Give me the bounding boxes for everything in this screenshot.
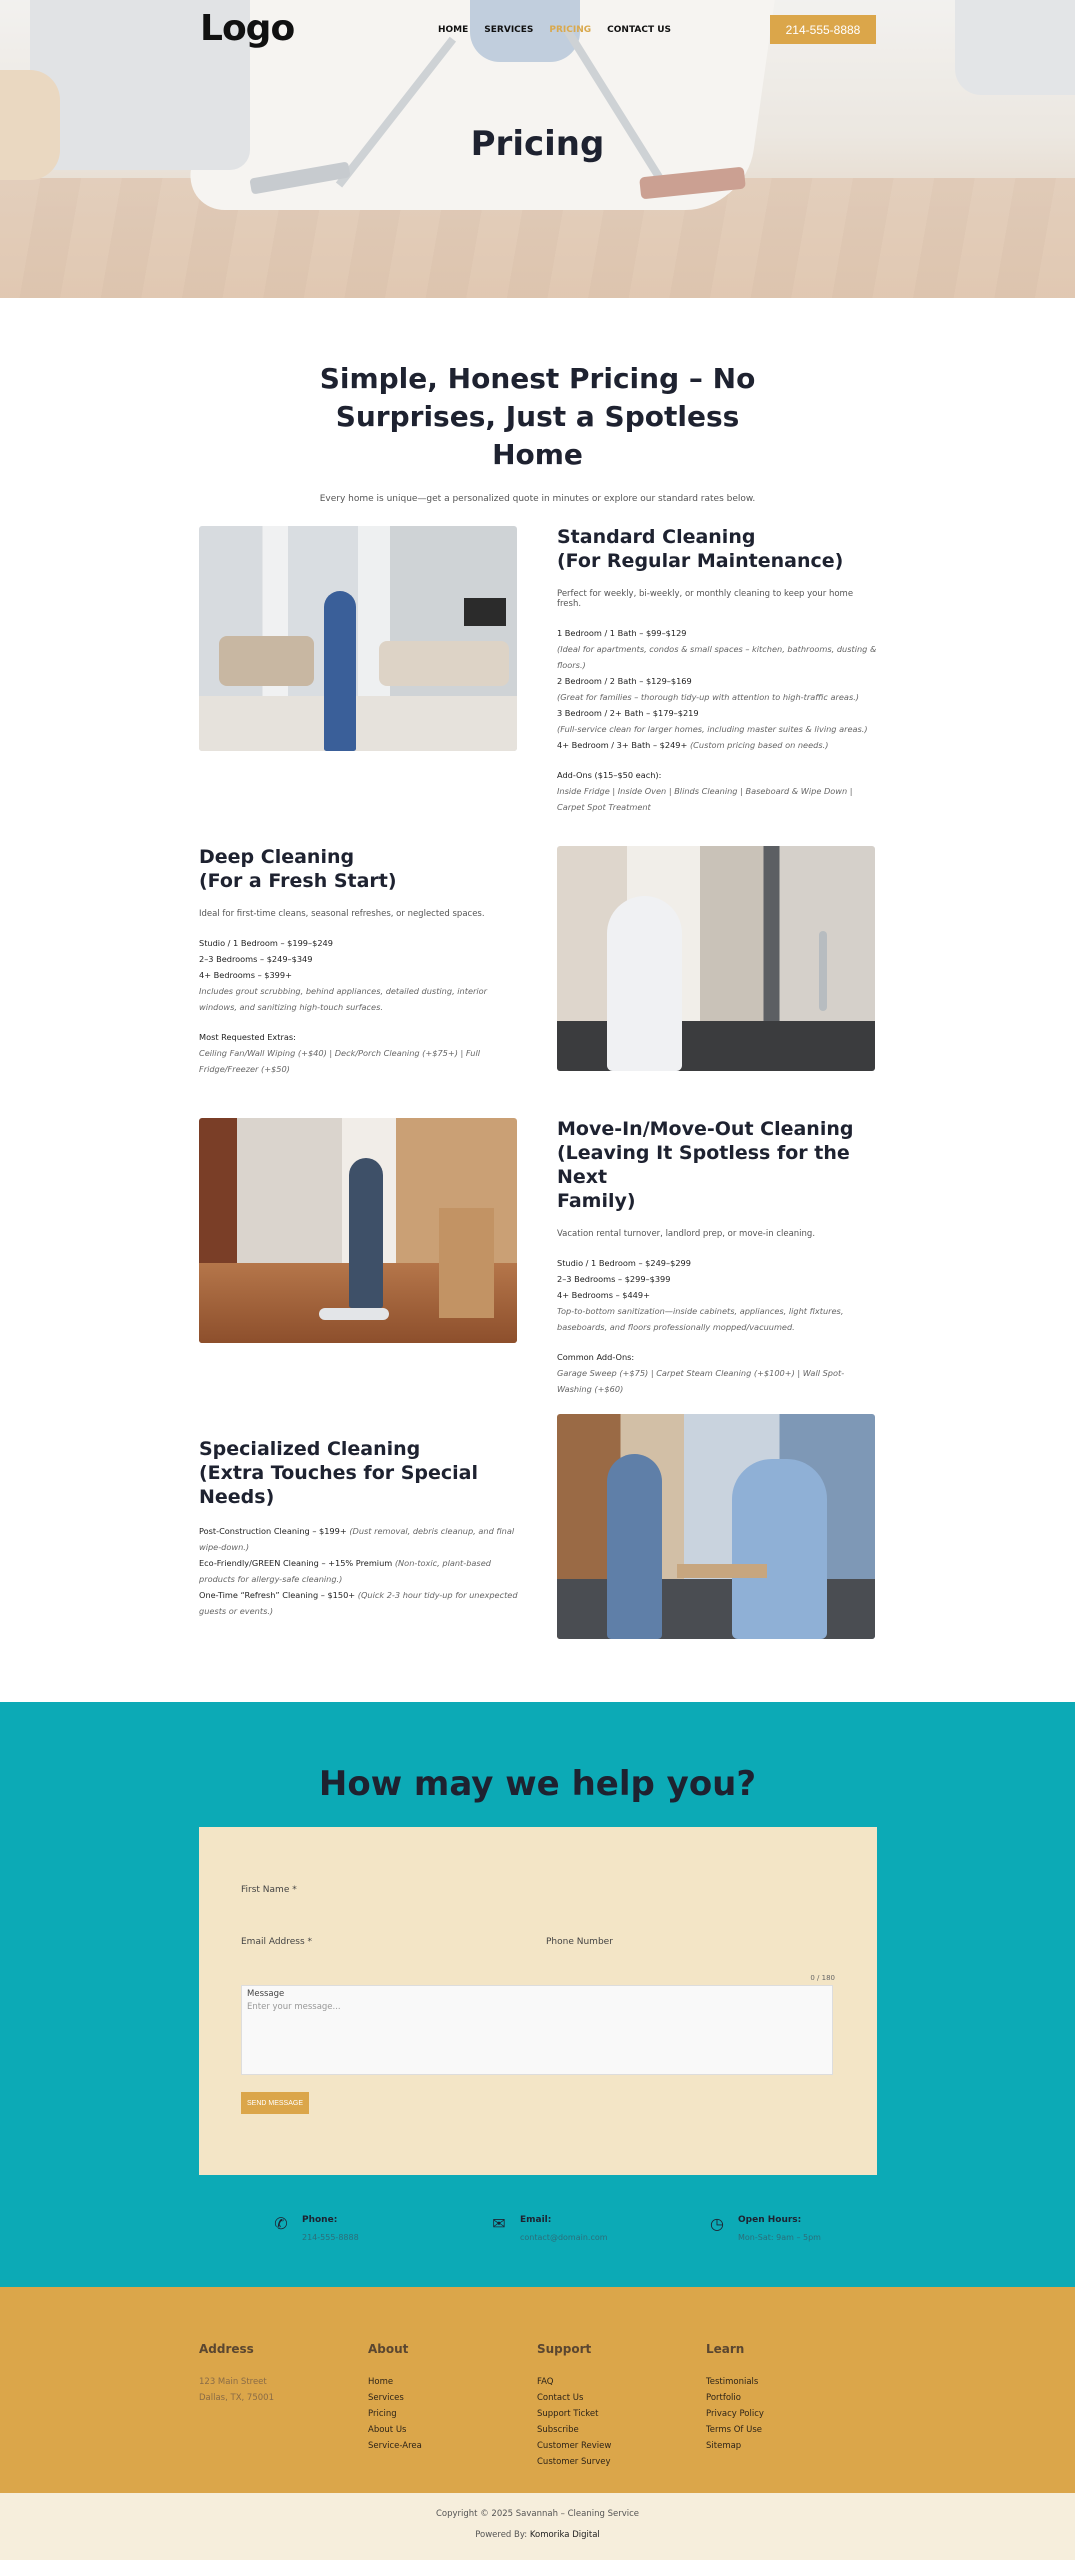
standard-lead: Perfect for weekly, bi-weekly, or monthly cleaning to keep your home fresh. — [557, 589, 854, 609]
message-textarea[interactable] — [241, 1985, 833, 2075]
footer-link-privacy-policy[interactable]: Privacy Policy — [706, 2409, 764, 2419]
price-line: 4+ Bedrooms – $399+ — [199, 970, 292, 980]
powered-by-label: Powered By: — [475, 2530, 528, 2540]
cleaner-figure — [732, 1459, 827, 1639]
page-title: Pricing — [470, 124, 605, 164]
footer-link-terms-of-use[interactable]: Terms Of Use — [706, 2425, 762, 2435]
contact-form — [199, 1827, 877, 2175]
price-line: 4+ Bedrooms – $449+ — [557, 1290, 650, 1300]
price-line: 3 Bedroom / 2+ Bath – $179–$219 — [557, 708, 699, 718]
special-cleaning-image — [557, 1414, 875, 1639]
contact-info-hours — [708, 2215, 821, 2242]
intro-heading: Simple, Honest Pricing – No Surprises, Just a Spotless Home — [319, 362, 756, 471]
extras-list: Ceiling Fan/Wall Wiping (+$40) | Deck/Porch Cleaning (+$75+) | Full Fridge/Freezer (+$50) — [199, 1048, 480, 1074]
price-note: (Full-service clean for larger homes, including master suites & living areas.) — [557, 724, 868, 734]
move-cleaning-text — [557, 1117, 877, 1397]
price-note: (Custom pricing based on needs.) — [689, 740, 829, 750]
price-line: 2–3 Bedrooms – $249–$349 — [199, 954, 313, 964]
move-title: Move-In/Move-Out Cleaning — [557, 1118, 854, 1140]
info-label: Phone: — [302, 2215, 338, 2225]
price-line: Eco-Friendly/GREEN Cleaning – +15% Premium — [199, 1558, 393, 1568]
nav-home[interactable]: HOME — [438, 25, 469, 35]
footer-link-portfolio[interactable]: Portfolio — [706, 2393, 741, 2403]
price-line: 2 Bedroom / 2 Bath – $129–$169 — [557, 676, 692, 686]
clock-icon: ◷ — [710, 2214, 724, 2233]
price-line: Studio / 1 Bedroom – $249–$299 — [557, 1258, 691, 1268]
standard-title: Standard Cleaning — [557, 526, 756, 548]
footer-link-support-ticket[interactable]: Support Ticket — [537, 2409, 599, 2419]
copyright-text: Copyright © 2025 Savannah – Cleaning Service — [435, 2509, 640, 2519]
copyright-bar — [0, 2493, 1075, 2560]
footer-link-service-area[interactable]: Service-Area — [368, 2441, 422, 2451]
first-name-field[interactable]: First Name * — [241, 1885, 297, 1895]
nav-contact-us[interactable]: CONTACT US — [607, 25, 672, 35]
standard-subtitle: (For Regular Maintenance) — [557, 550, 844, 572]
phone-field[interactable]: Phone Number — [546, 1937, 613, 1947]
deep-title: Deep Cleaning — [199, 846, 355, 868]
standard-cleaning-image — [199, 526, 517, 751]
addons-list: Inside Fridge | Inside Oven | Blinds Cleaning | Baseboard & Wipe Down | Carpet Spot Treatment — [557, 786, 853, 812]
footer-link-services[interactable]: Services — [368, 2393, 404, 2403]
intro-section — [0, 298, 1075, 504]
logo[interactable]: Logo — [200, 8, 295, 49]
cleaner-figure — [324, 591, 356, 751]
price-note: (Dust removal, debris cleanup, and final wipe-down.) — [199, 1526, 515, 1552]
price-line: 4+ Bedroom / 3+ Bath – $249+ — [557, 740, 688, 750]
special-cleaning-text — [199, 1437, 519, 1619]
footer-link-faq[interactable]: FAQ — [537, 2377, 554, 2387]
powered-by — [0, 2530, 1075, 2540]
footer-link-pricing[interactable]: Pricing — [368, 2409, 397, 2419]
phone-button[interactable]: 214-555-8888 — [770, 15, 876, 44]
deep-cleaning-text — [199, 845, 519, 1077]
footer-link-customer-review[interactable]: Customer Review — [537, 2441, 612, 2451]
move-subtitle: (Leaving It Spotless for the Next — [557, 1142, 850, 1188]
address-line: Dallas, TX, 75001 — [199, 2393, 274, 2403]
footer-heading: Learn — [706, 2342, 745, 2356]
price-line: Post-Construction Cleaning – $199+ — [199, 1526, 347, 1536]
footer — [0, 2287, 1075, 2493]
info-value[interactable]: contact@domain.com — [520, 2233, 608, 2242]
info-label: Open Hours: — [738, 2215, 802, 2225]
special-subtitle-2: Needs) — [199, 1486, 275, 1508]
cleaner-figure — [607, 1454, 662, 1639]
info-value: Mon-Sat: 9am – 5pm — [738, 2233, 821, 2242]
hero-section — [0, 0, 1075, 298]
special-title: Specialized Cleaning — [199, 1438, 421, 1460]
footer-link-testimonials[interactable]: Testimonials — [706, 2377, 759, 2387]
main-menu — [438, 25, 671, 35]
price-note: (Non-toxic, plant-based products for allergy-safe cleaning.) — [199, 1558, 491, 1584]
deep-note: Includes grout scrubbing, behind appliances, detailed dusting, interior windows, and sanitizing high-touch surfaces. — [199, 986, 487, 1012]
special-subtitle: (Extra Touches for Special — [199, 1462, 479, 1484]
price-line: Studio / 1 Bedroom – $199–$249 — [199, 938, 333, 948]
footer-heading: About — [368, 2342, 409, 2356]
addons-title: Add-Ons ($15–$50 each): — [557, 770, 662, 780]
footer-link-contact-us[interactable]: Contact Us — [537, 2393, 584, 2403]
footer-heading: Support — [537, 2342, 592, 2356]
footer-link-subscribe[interactable]: Subscribe — [537, 2425, 579, 2435]
move-lead: Vacation rental turnover, landlord prep, or move-in cleaning. — [557, 1229, 816, 1239]
deep-cleaning-image — [557, 846, 875, 1071]
powered-by-link[interactable]: Komorika Digital — [529, 2530, 600, 2540]
price-note: (Quick 2-3 hour tidy-up for unexpected guests or events.) — [199, 1590, 518, 1616]
footer-heading: Address — [199, 2342, 254, 2356]
footer-support — [537, 2342, 611, 2470]
footer-link-customer-survey[interactable]: Customer Survey — [537, 2457, 611, 2467]
price-note: (Great for families – thorough tidy-up with attention to high-traffic areas.) — [557, 692, 860, 702]
footer-learn — [706, 2342, 764, 2454]
extras-title: Most Requested Extras: — [199, 1032, 296, 1042]
nav-services[interactable]: SERVICES — [484, 25, 534, 35]
message-placeholder: Enter your message... — [247, 2002, 341, 2012]
nav-pricing[interactable]: PRICING — [549, 25, 592, 35]
footer-link-home[interactable]: Home — [368, 2377, 394, 2387]
addons-list: Garage Sweep (+$75) | Carpet Steam Cleaning (+$100+) | Wall Spot-Washing (+$60) — [557, 1368, 845, 1394]
cleaner-figure — [349, 1158, 383, 1308]
move-subtitle-2: Family) — [557, 1190, 636, 1212]
message-counter: 0 / 180 — [810, 1974, 835, 1982]
footer-address — [199, 2342, 274, 2406]
footer-link-sitemap[interactable]: Sitemap — [706, 2441, 742, 2451]
contact-section — [0, 1702, 1075, 2287]
price-line: 2–3 Bedrooms – $299–$399 — [557, 1274, 671, 1284]
info-value[interactable]: 214-555-8888 — [302, 2233, 359, 2242]
email-field[interactable]: Email Address * — [241, 1937, 313, 1947]
price-line: One-Time “Refresh” Cleaning – $150+ — [199, 1590, 356, 1600]
addons-title: Common Add-Ons: — [557, 1352, 635, 1362]
price-note: (Ideal for apartments, condos & small spaces – kitchen, bathrooms, dusting & floors.) — [557, 644, 877, 670]
top-nav — [0, 0, 1075, 60]
message-label: Message — [247, 1989, 285, 1999]
standard-cleaning-text — [557, 525, 877, 815]
contact-info-phone — [272, 2215, 359, 2242]
footer-about — [368, 2342, 422, 2454]
contact-info-email — [490, 2215, 608, 2242]
deep-lead: Ideal for first-time cleans, seasonal refreshes, or neglected spaces. — [199, 909, 485, 919]
cleaner-figure — [607, 896, 682, 1071]
intro-subtext: Every home is unique—get a personalized quote in minutes or explore our standard rates below. — [319, 494, 756, 504]
envelope-icon: ✉ — [492, 2214, 506, 2233]
move-note: Top-to-bottom sanitization—inside cabinets, appliances, light fixtures, baseboards, and floors professionally mopped/vacuumed. — [557, 1306, 844, 1332]
footer-link-about-us[interactable]: About Us — [368, 2425, 407, 2435]
contact-heading: How may we help you? — [318, 1764, 757, 1804]
info-label: Email: — [520, 2215, 552, 2225]
move-cleaning-image — [199, 1118, 517, 1343]
price-line: 1 Bedroom / 1 Bath – $99–$129 — [557, 628, 687, 638]
send-message-button[interactable]: SEND MESSAGE — [241, 2092, 309, 2114]
phone-icon: ✆ — [274, 2214, 288, 2233]
deep-subtitle: (For a Fresh Start) — [199, 870, 397, 892]
address-line: 123 Main Street — [199, 2377, 267, 2387]
